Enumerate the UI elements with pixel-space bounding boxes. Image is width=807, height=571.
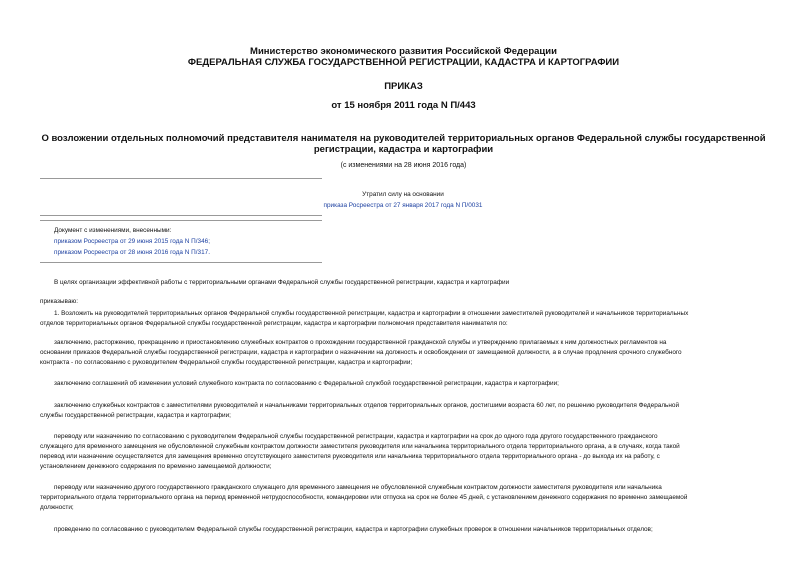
divider bbox=[40, 178, 322, 179]
changes-link-2016[interactable]: приказом Росреестра от 28 июня 2016 года N П/317. bbox=[54, 249, 210, 256]
paragraph-6-line-2: территориального отдела территориального органа на период временной нетрудоспособности, командировки или отпуска на срок не более 45 дней, с установлением денежного содержания по временно замещаемой bbox=[40, 494, 688, 501]
repeal-text: Утратил силу на основании bbox=[362, 191, 444, 198]
paragraph-2-line-3: контракта - по согласованию с руководителем Федеральной службы государственной регистрации, кадастра и картографии; bbox=[40, 359, 413, 366]
paragraph-4-line-1: заключению служебных контрактов с заместителями руководителей и начальниками территориальных отделов территориальных органов, достигшими возраста 60 лет, по решению руководителя Федеральной bbox=[54, 402, 680, 409]
paragraph-1-line-2: отделов территориальных органов Федеральной службы государственной регистрации, кадастра и картографии полномочия представителя нанимателя по: bbox=[40, 320, 508, 327]
paragraph-5-line-1: переводу или назначению по согласованию с руководителем Федеральной службы государственной регистрации, кадастра и картографии на срок до одного года другого государственного гражданского bbox=[54, 433, 658, 440]
document-title-line-1: О возложении отдельных полномочий представителя нанимателя на руководителей территориальных органов Федеральной службы государственной bbox=[41, 133, 766, 144]
document-date-number: от 15 ноября 2011 года N П/443 bbox=[331, 100, 476, 111]
paragraph-5-line-4: установлением денежного содержания по временно замещаемой должности; bbox=[40, 463, 272, 470]
paragraph-2-line-1: заключению, расторжению, прекращению и приостановлению служебных контрактов о прохождении государственной гражданской службы и утверждению прилагаемых к ним должностных регламентов на bbox=[54, 339, 667, 346]
paragraph-2-line-2: основании приказов Федеральной службы государственной регистрации, кадастра и картографии о назначении на должность и освобождении от замещаемой должности, а в случае продления срочного служебного bbox=[40, 349, 682, 356]
service-name: ФЕДЕРАЛЬНАЯ СЛУЖБА ГОСУДАРСТВЕННОЙ РЕГИСТРАЦИИ, КАДАСТРА И КАРТОГРАФИИ bbox=[187, 57, 620, 68]
paragraph-4-line-2: службы государственной регистрации, кадастра и картографии; bbox=[40, 412, 231, 419]
changes-label: Документ с изменениями, внесенными: bbox=[54, 227, 172, 234]
paragraph-3: заключению соглашений об изменении условий служебного контракта по согласованию с Федеральной службой государственной регистрации, кадастра и картографии; bbox=[54, 380, 559, 387]
changes-link-2015[interactable]: приказом Росреестра от 29 июня 2015 года N П/346; bbox=[54, 238, 210, 245]
paragraph-5-line-3: перевод или назначение осуществляется для замещения временно отсутствующего заместителя руководителя или начальника территориального отдела территориального органа - до выхода их на работу, с bbox=[40, 453, 660, 460]
repeal-order-link[interactable]: приказа Росреестра от 27 января 2017 года N П/0031 bbox=[323, 202, 483, 209]
paragraph-5-line-2: служащего для временного замещения не обусловленной служебным контрактом должности заместителя руководителя или начальника территориального отдела территориального органа, а в случаях, когда такой bbox=[40, 443, 680, 450]
document-type: ПРИКАЗ bbox=[384, 81, 423, 92]
ministry-name: Министерство экономического развития Российской Федерации bbox=[250, 46, 557, 57]
intro-paragraph: В целях организации эффективной работы с территориальными органами Федеральной службы государственной регистрации, кадастра и картографии bbox=[54, 279, 510, 286]
divider bbox=[40, 220, 322, 221]
divider bbox=[40, 262, 322, 263]
paragraph-7: проведению по согласованию с руководителем Федеральной службы государственной регистрации, кадастра и картографии служебных проверок в отношении начальников территориальных отделов; bbox=[54, 526, 653, 533]
paragraph-6-line-1: переводу или назначению другого государственного гражданского служащего для временного замещения не обусловленной служебным контрактом должности заместителя руководителя или начальника bbox=[54, 484, 662, 491]
order-word: приказываю: bbox=[40, 298, 78, 305]
amendment-note: (с изменениями на 28 июня 2016 года) bbox=[340, 162, 467, 169]
document-title-line-2: регистрации, кадастра и картографии bbox=[313, 144, 494, 155]
paragraph-1-line-1: 1. Возложить на руководителей территориальных органов Федеральной службы государственной регистрации, кадастра и картографии в отношении заместителей руководителей и начальников территориальных bbox=[54, 310, 689, 317]
divider bbox=[40, 215, 322, 216]
paragraph-6-line-3: должности; bbox=[40, 504, 74, 511]
